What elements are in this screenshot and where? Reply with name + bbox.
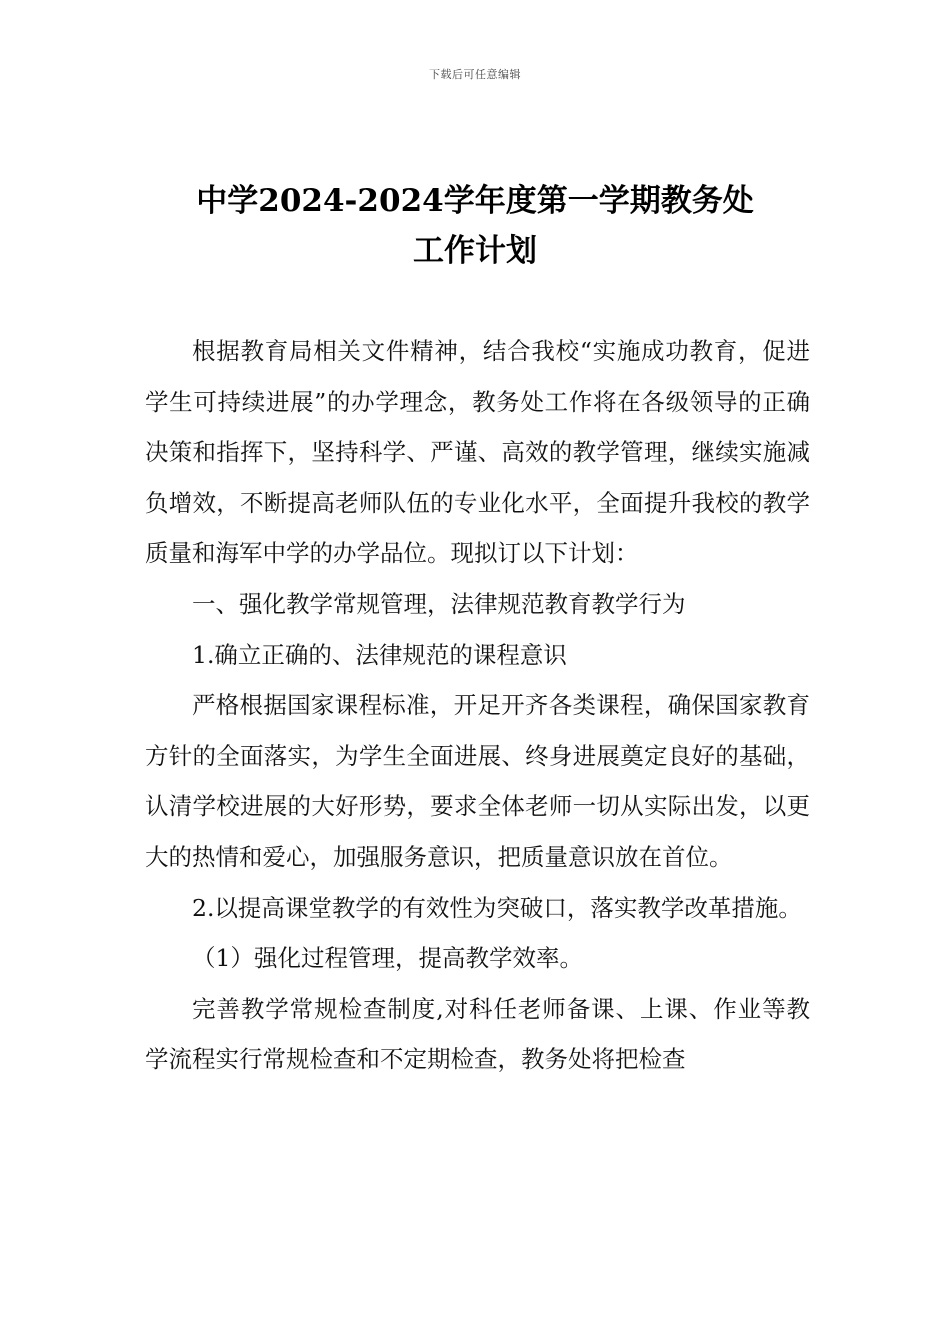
subsection-heading-1: 1.确立正确的、法律规范的课程意识 xyxy=(192,640,567,669)
body-paragraph: 完善教学常规检查制度,对科任老师备课、上课、作业等教学流程实行常规检查和不定期检查，教务处将把检查 xyxy=(145,994,810,1074)
intro-paragraph: 根据教育局相关文件精神，结合我校“实施成功教育，促进学生可持续进展”的办学理念，教务处工作将在各级领导的正确决策和指挥下，坚持科学、严谨、高效的教学管理，继续实施减负增效，不断提高老师队伍的专业化水平，全面提升我校的教学质量和海军中学的办学品位。现拟订以下计划： xyxy=(145,337,810,568)
title-line-1: 中学2024-2024学年度第一学期教务处 xyxy=(196,183,754,219)
document-body xyxy=(145,326,810,1085)
title-line-2: 工作计划 xyxy=(413,233,537,269)
section-heading-1: 一、强化教学常规管理，法律规范教育教学行为 xyxy=(192,589,686,618)
header-note: 下载后可任意编辑 xyxy=(429,68,521,81)
body-paragraph: 严格根据国家课程标准，开足开齐各类课程，确保国家教育方针的全面落实，为学生全面进展、终身进展奠定良好的基础，认清学校进展的大好形势，要求全体老师一切从实际出发，以更大的热情和爱心，加强服务意识，把质量意识放在首位。 xyxy=(145,691,810,871)
item-heading-1: （1）强化过程管理，提高教学效率。 xyxy=(192,944,583,973)
subsection-heading-2: 2.以提高课堂教学的有效性为突破口，落实教学改革措施。 xyxy=(192,893,802,922)
document-title xyxy=(100,176,850,276)
